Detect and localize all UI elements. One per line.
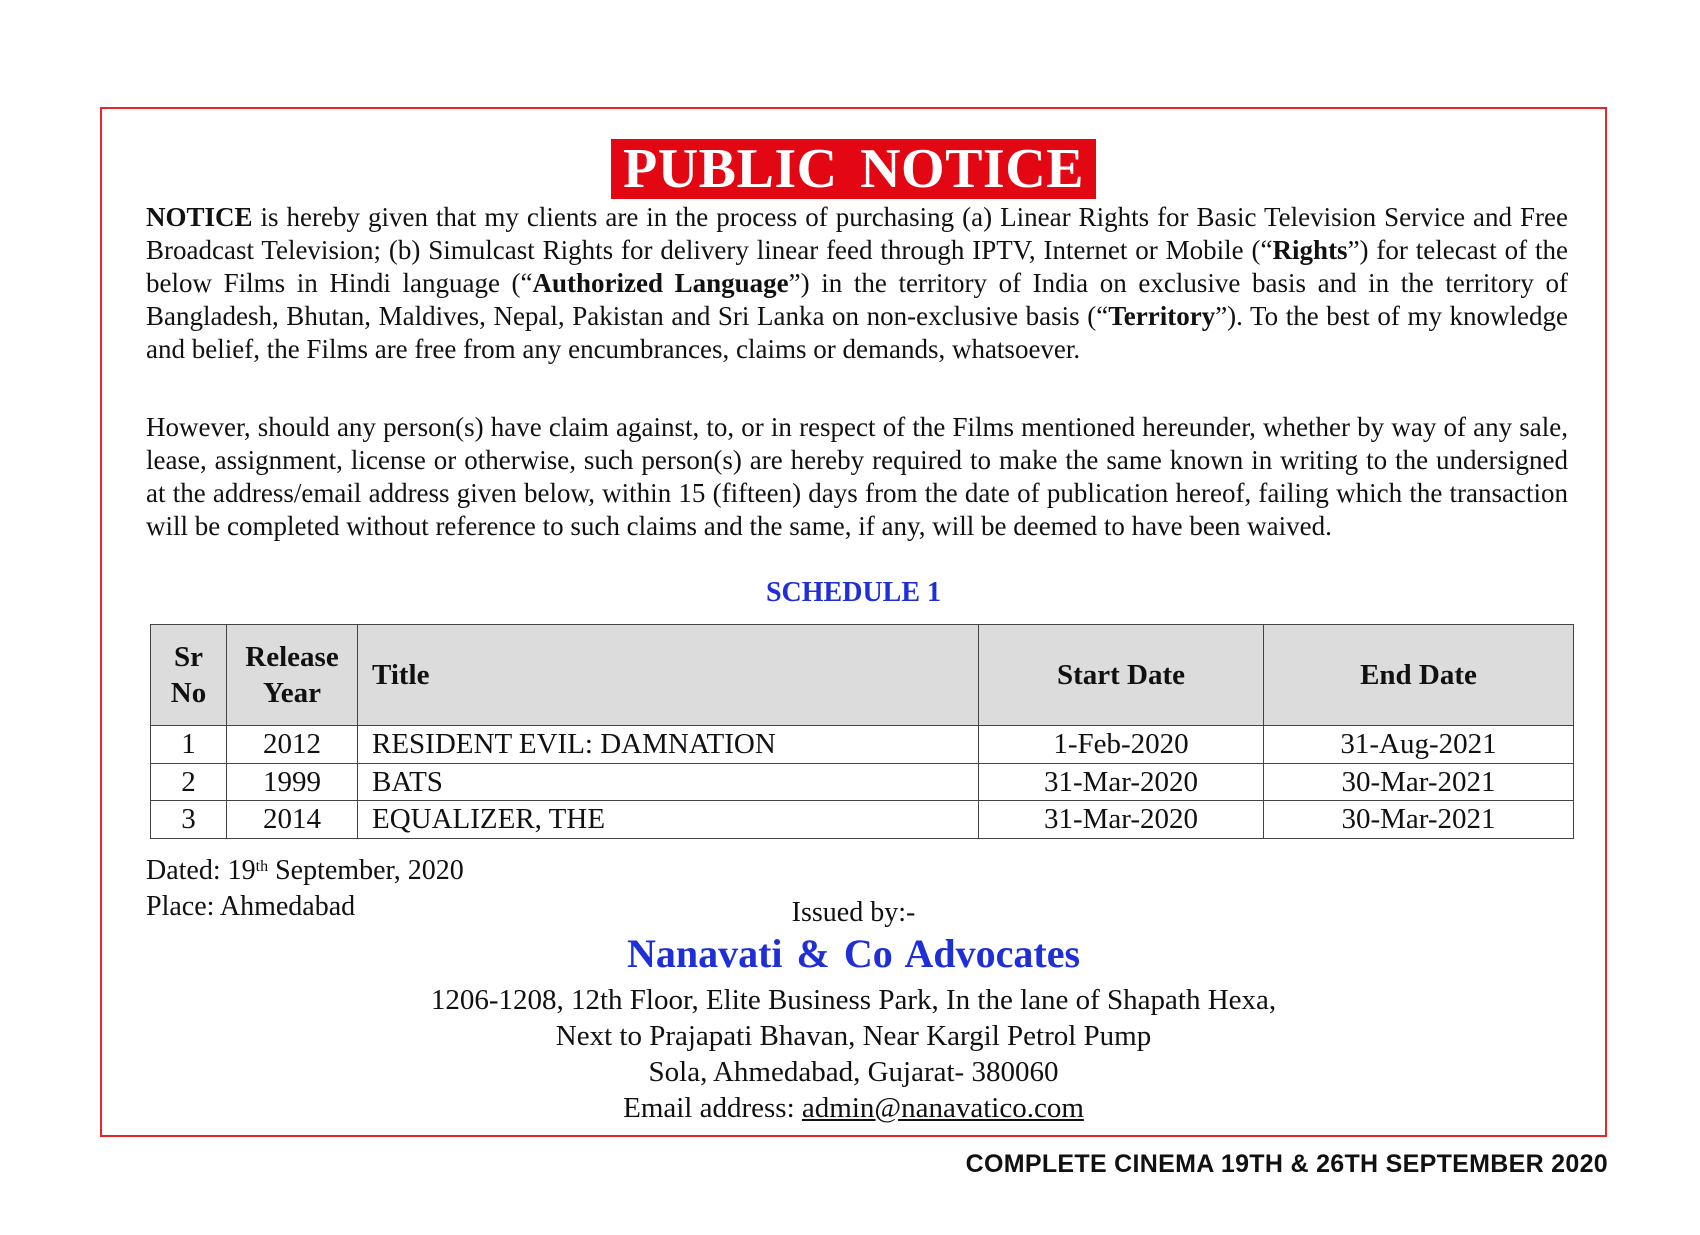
notice-frame [100, 107, 1607, 1137]
cell-year: 2014 [227, 801, 358, 839]
header-year-line2: Year [263, 677, 321, 709]
header-start-date: Start Date [979, 625, 1264, 726]
para1-text-2: ”) for telecast of the below Films in Hindi language (“ [146, 235, 1568, 298]
cell-sr: 1 [151, 726, 227, 764]
notice-paragraph-1 [146, 201, 1568, 366]
email-label: Email address: [623, 1092, 802, 1124]
header-release-year [227, 625, 358, 726]
cell-title: BATS [358, 763, 979, 801]
dated-superscript: th [255, 858, 269, 875]
cell-end-date: 31-Aug-2021 [1264, 726, 1574, 764]
cell-sr: 2 [151, 763, 227, 801]
issued-by: Issued by:- [791, 897, 916, 928]
cell-start-date: 31-Mar-2020 [979, 801, 1264, 839]
table-row [151, 726, 1574, 764]
address-line-2: Next to Prajapati Bhavan, Near Kargil Petrol Pump [555, 1020, 1152, 1052]
schedule-title: SCHEDULE 1 [765, 577, 942, 608]
dated-suffix: September, 2020 [268, 855, 464, 886]
cell-title: RESIDENT EVIL: DAMNATION [358, 726, 979, 764]
para1-text-3: ”) in the territory of India on exclusive basis and in the territory of Bangladesh, Bhutan, Maldives, Nepal, Pakistan and Sri Lanka on non-exclusive basis (“ [146, 268, 1568, 331]
films-table [150, 624, 1574, 839]
header-end-date: End Date [1264, 625, 1574, 726]
dated-line [146, 854, 464, 888]
territory-term: Territory [1108, 301, 1216, 331]
notice-paragraph-2: However, should any person(s) have claim against, to, or in respect of the Films mentioned hereunder, whether by way of any sale, lease, assignment, license or otherwise, such person(s) are hereby required to make the same known in writing to the undersigned at the address/email address given below, within 15 (fifteen) days from the date of publication hereof, failing which the transaction will be completed without reference to such claims and the same, if any, will be deemed to have been waived. [146, 412, 1568, 541]
cell-start-date: 31-Mar-2020 [979, 763, 1264, 801]
header-sr-line2: No [170, 677, 207, 709]
cell-end-date: 30-Mar-2021 [1264, 801, 1574, 839]
dated-prefix: Dated: 19 [146, 855, 256, 886]
place-line: Place: Ahmedabad [146, 891, 356, 922]
table-row [151, 763, 1574, 801]
cell-sr: 3 [151, 801, 227, 839]
header-sr-line1: Sr [174, 641, 203, 673]
header-sr-no [151, 625, 227, 726]
table-row [151, 801, 1574, 839]
header-year-line1: Release [245, 641, 339, 673]
language-term: Authorized Language [532, 268, 789, 298]
public-notice-heading: PUBLIC NOTICE [611, 139, 1096, 199]
para1-text-4: ”). To the best of my knowledge and belief, the Films are free from any encumbrances, claims or demands, whatsoever. [146, 301, 1568, 364]
rights-term: Rights [1272, 235, 1348, 265]
address-line-3: Sola, Ahmedabad, Gujarat- 380060 [648, 1056, 1059, 1088]
cell-year: 2012 [227, 726, 358, 764]
address-line-1: 1206-1208, 12th Floor, Elite Business Park, In the lane of Shapath Hexa, [430, 984, 1277, 1016]
publication-footer: COMPLETE CINEMA 19TH & 26TH SEPTEMBER 2020 [965, 1150, 1608, 1178]
para1-text-1: is hereby given that my clients are in the process of purchasing (a) Linear Rights for Basic Television Service and Free Broadcast Television; (b) Simulcast Rights for delivery linear feed through IPTV, Internet or Mobile (“ [146, 202, 1568, 265]
cell-end-date: 30-Mar-2021 [1264, 763, 1574, 801]
cell-title: EQUALIZER, THE [358, 801, 979, 839]
header-title: Title [358, 625, 979, 726]
notice-lead: NOTICE [146, 202, 253, 232]
email-line [102, 1091, 1605, 1125]
table-header-row [151, 625, 1574, 726]
email-link[interactable]: admin@nanavatico.com [801, 1092, 1084, 1124]
cell-year: 1999 [227, 763, 358, 801]
firm-name: Nanavati & Co Advocates [626, 931, 1081, 976]
heading-wrap [102, 139, 1605, 199]
cell-start-date: 1-Feb-2020 [979, 726, 1264, 764]
